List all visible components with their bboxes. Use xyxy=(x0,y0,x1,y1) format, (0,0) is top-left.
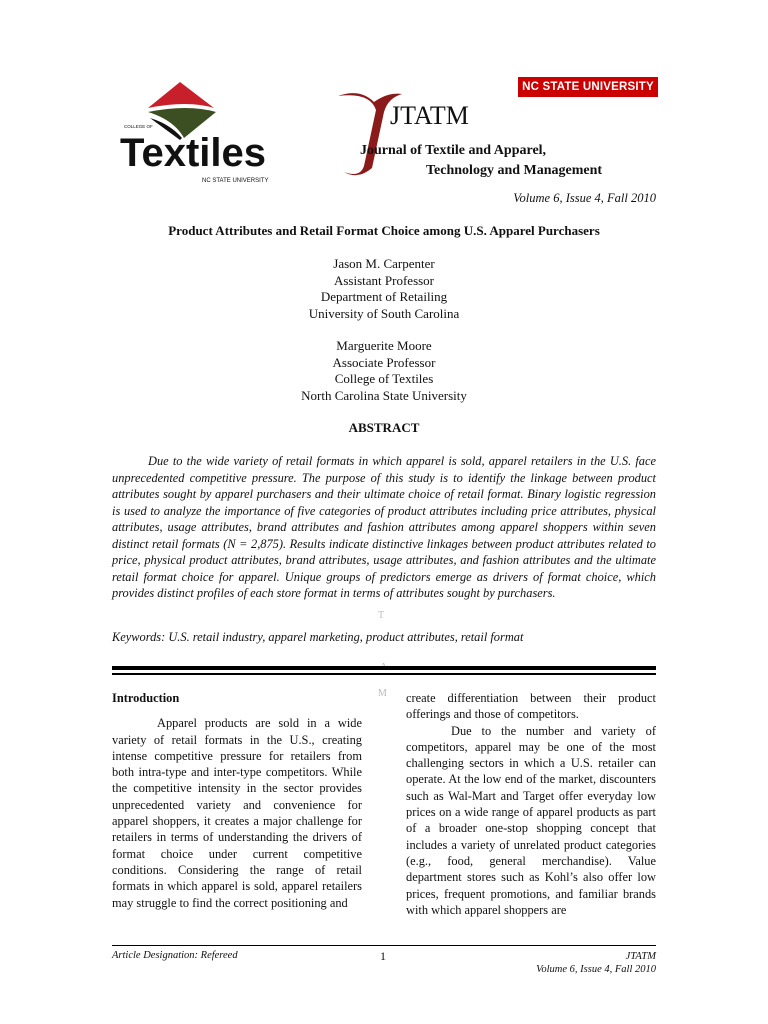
nc-state-university-banner: NC STATE UNIVERSITY xyxy=(518,77,658,97)
keywords-list: U.S. retail industry, apparel marketing, product attributes, retail format xyxy=(168,630,524,644)
author-department: Department of Retailing xyxy=(320,289,448,304)
author-position: Associate Professor xyxy=(332,354,436,370)
author-department: College of Textiles xyxy=(334,371,434,386)
volume-issue-header: Volume 6, Issue 4, Fall 2010 xyxy=(513,191,656,205)
paper-title: Product Attributes and Retail Format Choice among U.S. Apparel Purchasers xyxy=(168,223,600,238)
jtatm-mark-text: JTATM xyxy=(390,101,469,130)
logo-red-swoosh xyxy=(148,82,214,108)
abstract-text: Due to the wide variety of retail formats in which apparel is sold, apparel retailers in the U.S. face unprecedented competitive pressure. The purpose of this study is to identify the linkage between product attributes sought by apparel purchasers and their ultimate choice of retail format. Binary logistic regression is used to analyze the importance of five categories of product attributes including price attributes, physical attributes, usage attributes, brand attributes and fashion attributes among apparel shoppers within seven distinct retail formats (N = 2,875). Results indicate distinctive linkages between product attributes related to price, physical product attributes, brand attributes, usage attributes, and fashion attributes and the ultimate retail format choice for apparel. Unique groups of predictors emerge as drivers of format choice, which provides distinct profiles of each store format in terms of attributes sought by purchasers. xyxy=(112,454,656,600)
section-divider-thick xyxy=(112,666,656,670)
journal-name-line1: Journal of Textile and Apparel, xyxy=(360,143,547,158)
footer-journal-name: JTATM xyxy=(625,951,656,962)
body-paragraph: Due to the number and variety of competitors, apparel may be one of the most challenging sectors in which a U.S. retailer can operate. At the low end of the market, discounters such as Wal-Mart and Target offer everyday low prices on a wide range of apparel products as part of a broader one-stop shopping concept that includes a variety of unrelated product categories (e.g., food, general merchandise). Value department stores such as Kohl’s also offer low prices, frequent promotions, and familiar brands with which apparel shoppers are xyxy=(406,723,656,917)
author-institution: North Carolina State University xyxy=(301,387,467,403)
keywords-line xyxy=(112,630,656,645)
logo-textiles-text: Textiles xyxy=(120,131,266,175)
college-of-textiles-logo xyxy=(118,78,278,190)
jtatm-journal-logo xyxy=(330,88,640,180)
author-name: Jason M. Carpenter xyxy=(333,256,435,271)
logo-nc-state-text: NC STATE UNIVERSITY xyxy=(202,178,269,184)
article-designation: Article Designation: Refereed xyxy=(112,950,238,961)
intro-paragraph: Apparel products are sold in a wide variety of retail formats in the U.S., creating intense competitive pressure for retailers from both intra-type and inter-type competitors. While the competitive intensity in the sector provides unprecedented variety and convenience for apparel shoppers, it creates a major challenge for retailers in terms of understanding the drivers of format choice under current competitive conditions. Considering the range of retail formats in which apparel is sold, apparel retailers may struggle to find the correct positioning and xyxy=(112,716,362,910)
abstract-heading: ABSTRACT xyxy=(348,420,420,435)
author-block-2 xyxy=(0,338,768,404)
footer-rule xyxy=(112,945,656,946)
watermark-letter: M xyxy=(378,688,387,699)
author-institution: University of South Carolina xyxy=(308,305,460,321)
keywords-label: Keywords: xyxy=(112,630,166,644)
author-position: Assistant Professor xyxy=(333,272,435,288)
right-column xyxy=(406,690,656,918)
journal-name-line2: Technology and Management xyxy=(426,163,603,178)
footer-volume: Volume 6, Issue 4, Fall 2010 xyxy=(536,964,656,975)
author-block-1 xyxy=(0,256,768,322)
author-name: Marguerite Moore xyxy=(336,338,432,353)
page-number: 1 xyxy=(380,949,386,963)
introduction-heading: Introduction xyxy=(112,691,180,705)
left-column xyxy=(112,690,362,911)
logo-college-of: COLLEGE OF xyxy=(124,124,153,129)
footer-journal-info xyxy=(536,950,656,976)
watermark-letter: T xyxy=(378,610,385,621)
section-divider-thin xyxy=(112,673,656,675)
continued-paragraph: create differentiation between their product offerings and those of competitors. xyxy=(406,691,656,722)
